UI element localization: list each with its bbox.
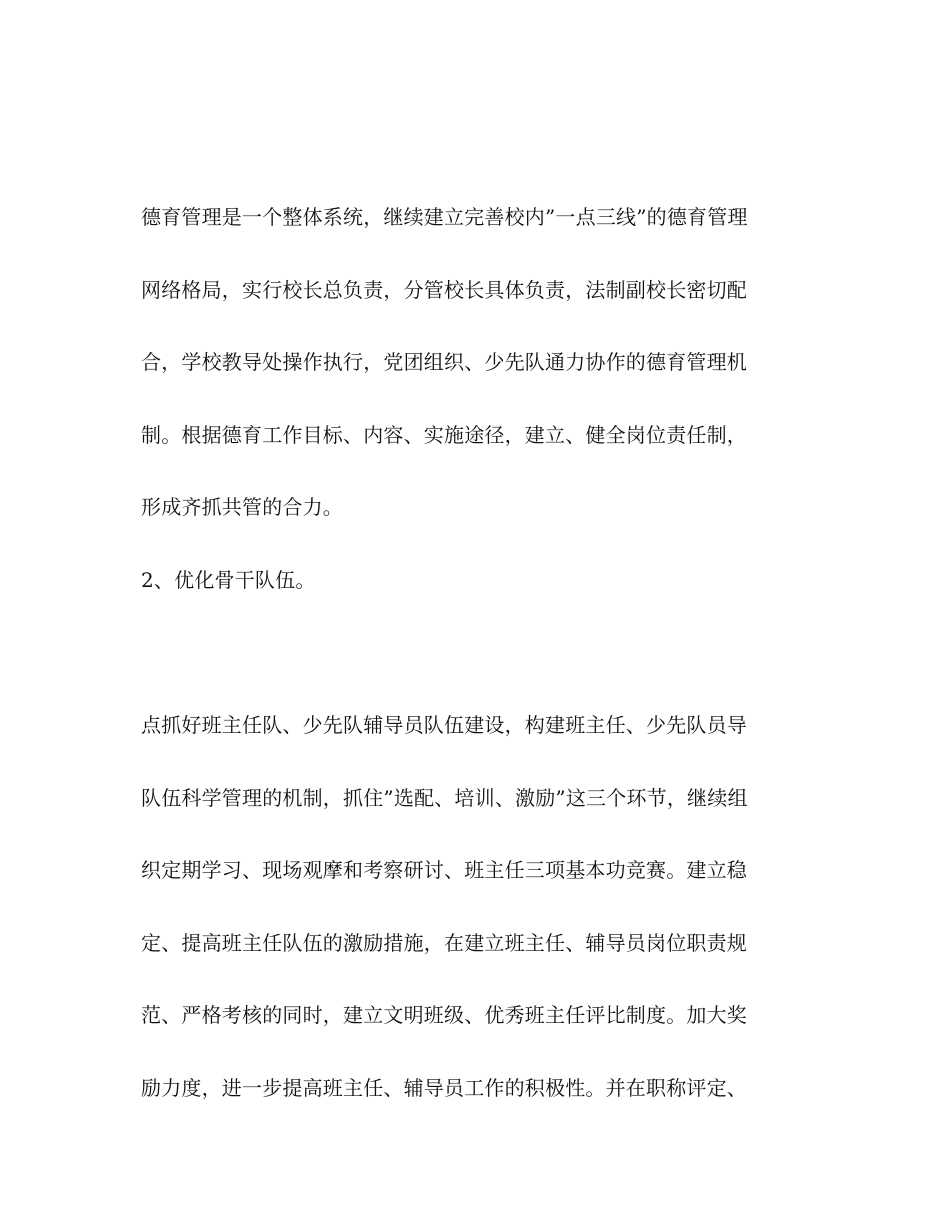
paragraph-2-line-1: 点抓好班主任队、少先队辅导员队伍建设，构建班主任、少先队员导 [141,713,747,737]
paragraph-2-line-3: 织定期学习、现场观摩和考察研讨、班主任三项基本功竞赛。建立稳 [141,858,747,882]
paragraph-2-line-4: 定、提高班主任队伍的激励措施，在建立班主任、辅导员岗位职责规 [141,931,747,955]
paragraph-1-line-1: 德育管理是一个整体系统，继续建立完善校内”一点三线”的德育管理 [141,205,748,229]
paragraph-1-line-3: 合，学校教导处操作执行，党团组织、少先队通力协作的德育管理机 [141,350,747,374]
paragraph-2-line-2: 队伍科学管理的机制，抓住”选配、培训、激励”这三个环节，继续组 [141,786,748,810]
paragraph-2-line-5: 范、严格考核的同时，建立文明班级、优秀班主任评比制度。加大奖 [141,1003,747,1027]
paragraph-2-line-6: 励力度，进一步提高班主任、辅导员工作的积极性。并在职称评定、 [141,1076,747,1100]
section-heading-2: 2、优化骨干队伍。 [141,568,316,592]
paragraph-1-line-2: 网络格局，实行校长总负责，分管校长具体负责，法制副校长密切配 [141,278,747,302]
paragraph-1-line-5: 形成齐抓共管的合力。 [141,495,343,519]
paragraph-1-line-4: 制。根据德育工作目标、内容、实施途径，建立、健全岗位责任制， [141,423,747,447]
